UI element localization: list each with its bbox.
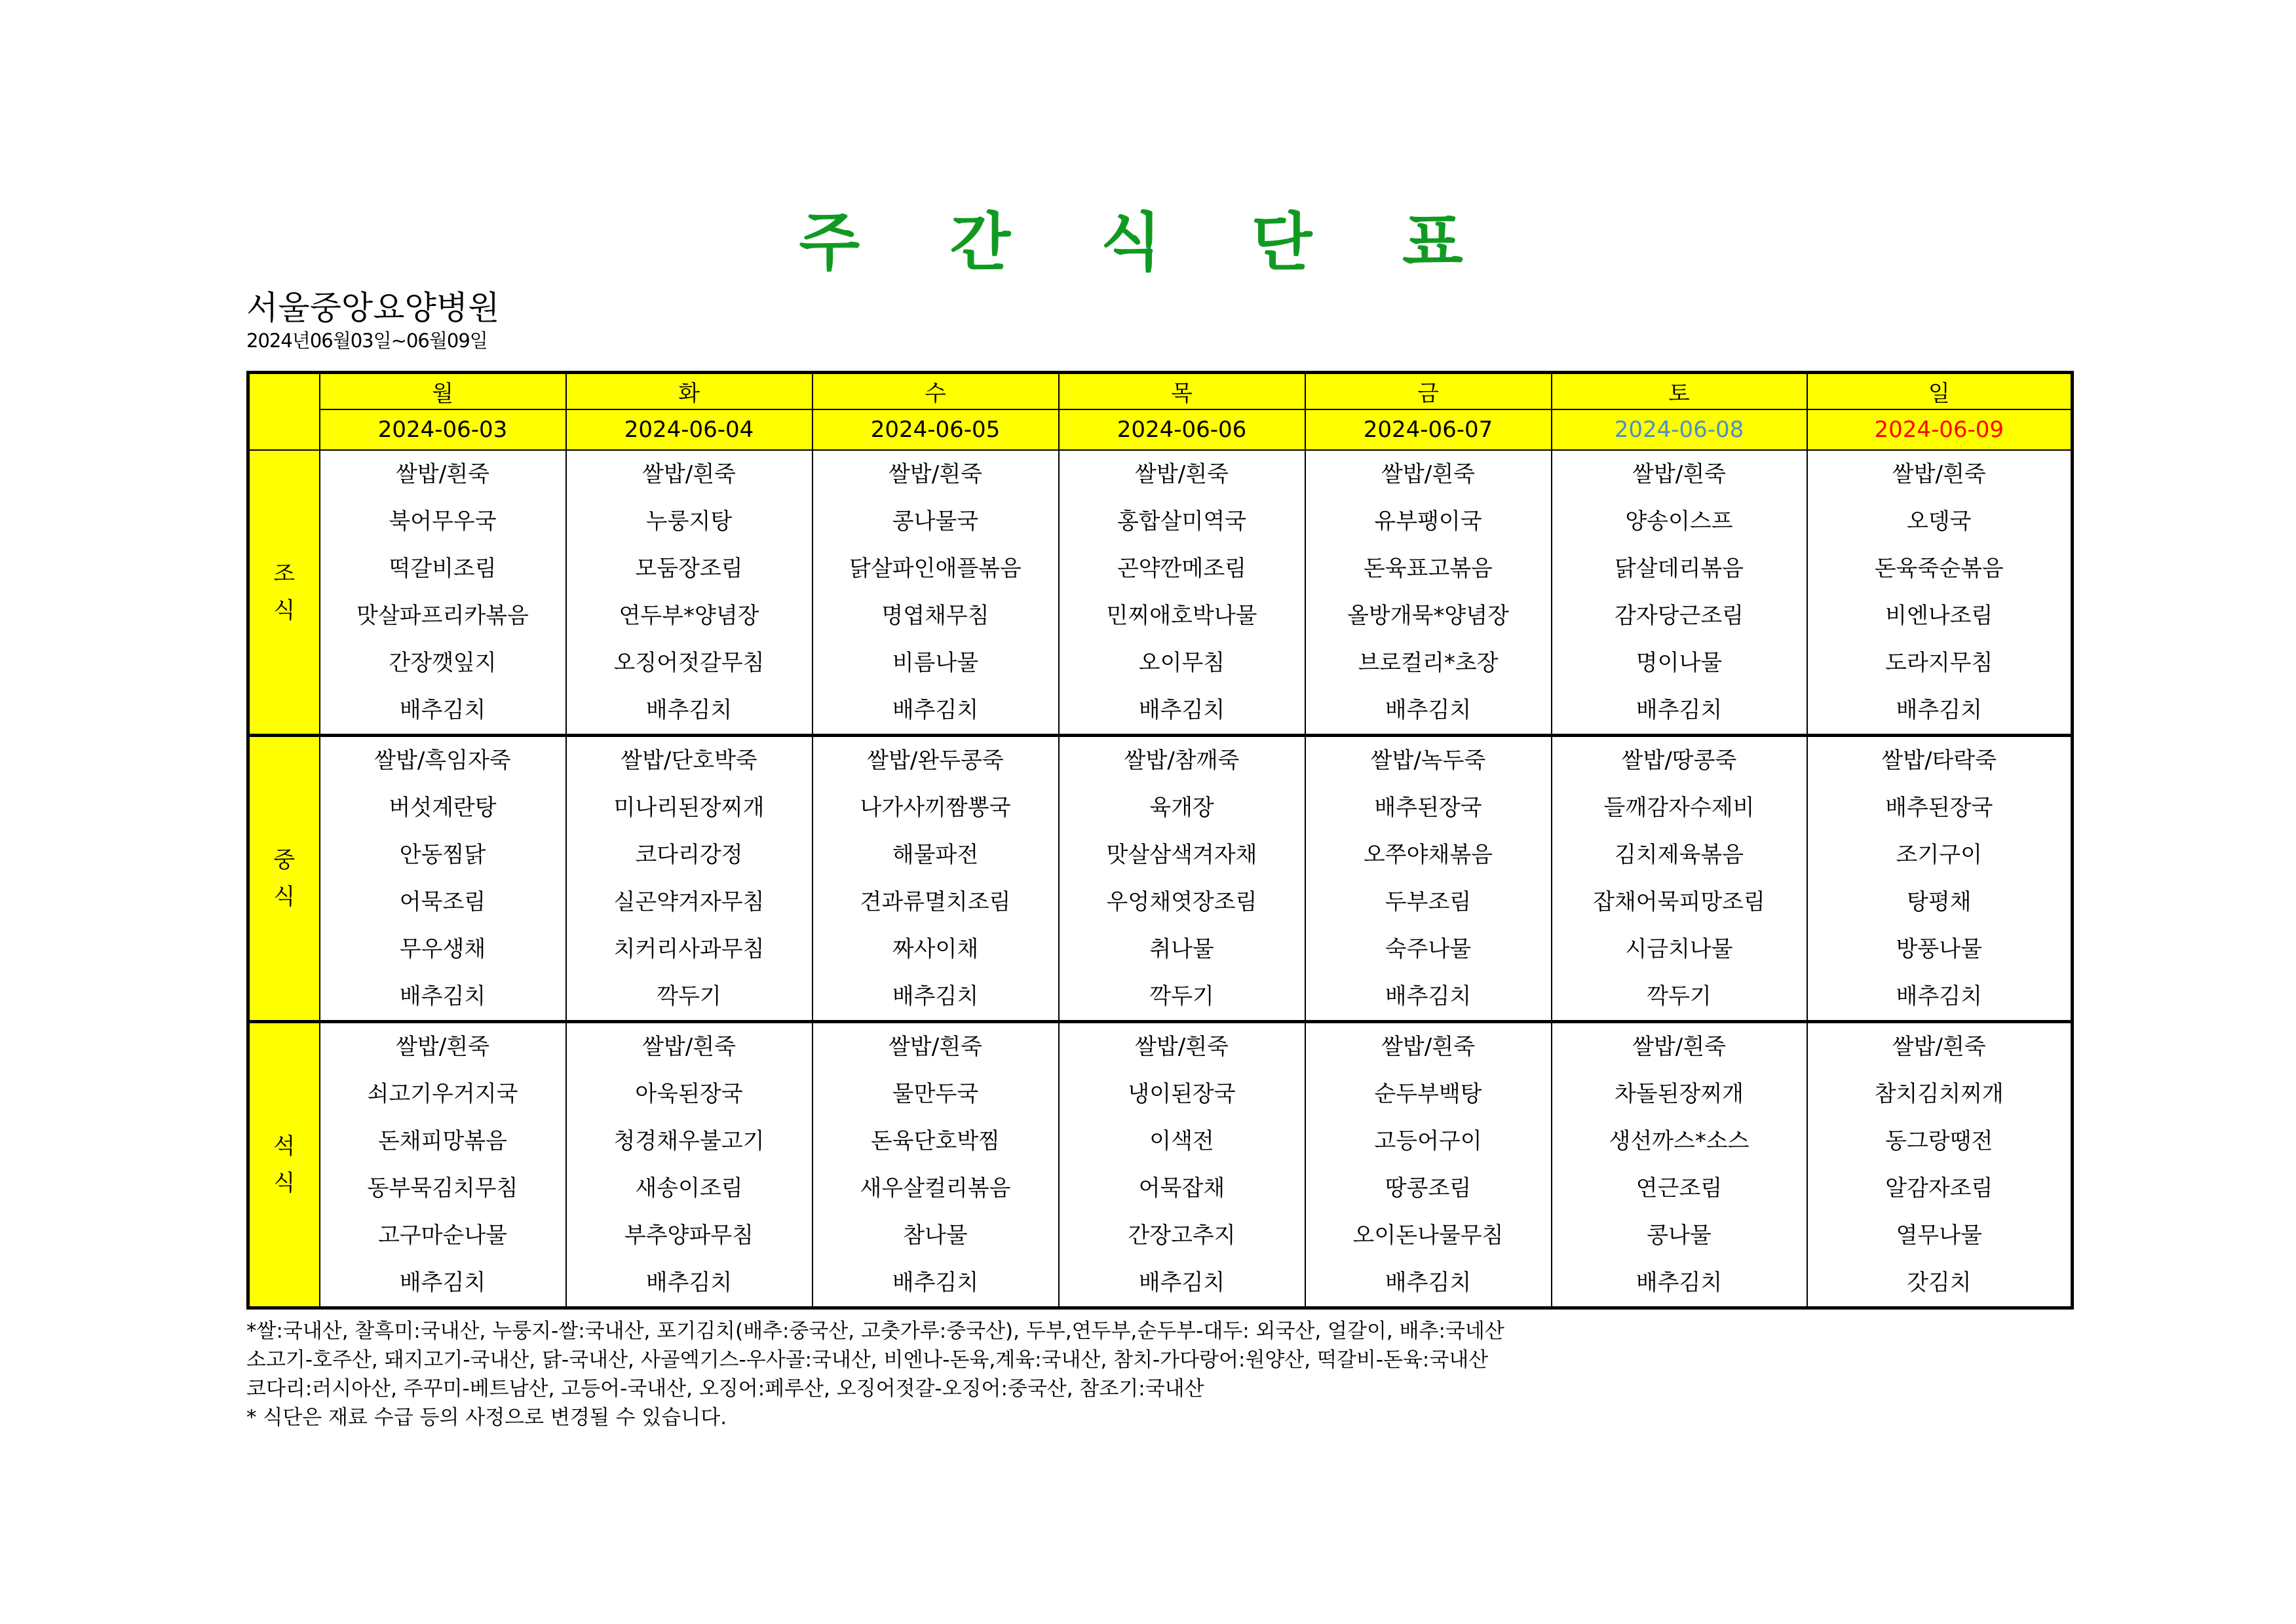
food-list xyxy=(1552,737,1807,1020)
menu-cell xyxy=(1305,450,1552,736)
day-name: 금 xyxy=(1305,373,1552,409)
day-date: 2024-06-04 xyxy=(566,409,813,450)
menu-cell xyxy=(566,735,813,1021)
food-item: 부추양파무침 xyxy=(624,1222,754,1249)
food-item: 모둠장조림 xyxy=(635,555,743,582)
meal-label-char: 조 xyxy=(273,560,296,587)
food-item: 깍두기 xyxy=(1149,983,1214,1010)
menu-cell xyxy=(1305,1021,1552,1308)
food-item: 열무나물 xyxy=(1896,1222,1982,1249)
food-item: 배추김치 xyxy=(1385,983,1472,1010)
date-range: 2024년06월03일~06월09일 xyxy=(246,330,488,352)
food-item: 연근조림 xyxy=(1636,1175,1723,1201)
food-item: 배추김치 xyxy=(1636,1269,1723,1296)
food-item: 돈육죽순볶음 xyxy=(1874,555,2004,582)
food-item: 우엉채엿장조림 xyxy=(1106,888,1257,915)
food-item: 쌀밥/흰죽 xyxy=(1632,461,1726,487)
food-item: 고구마순나물 xyxy=(377,1222,508,1249)
menu-cell xyxy=(1059,735,1305,1021)
food-item: 탕평채 xyxy=(1906,888,1972,915)
food-item: 동부묵김치무침 xyxy=(367,1175,518,1201)
food-item: 배추김치 xyxy=(399,696,486,723)
food-item: 닭살데리볶음 xyxy=(1614,555,1744,582)
food-item: 간장깻잎지 xyxy=(389,649,497,676)
food-item: 어묵조림 xyxy=(399,888,486,915)
food-list xyxy=(1306,451,1551,734)
food-item: 연두부*양념장 xyxy=(619,602,759,629)
food-item: 동그랑땡전 xyxy=(1885,1127,1993,1154)
food-item: 맛살파프리카볶음 xyxy=(356,602,529,629)
food-item: 곤약깐메조림 xyxy=(1117,555,1247,582)
food-list xyxy=(1808,451,2071,734)
note-line: * 식단은 재료 수급 등의 사정으로 변경될 수 있습니다. xyxy=(246,1406,727,1429)
food-list xyxy=(567,1023,812,1306)
food-item: 양송이스프 xyxy=(1625,508,1733,535)
food-item: 쌀밥/타락죽 xyxy=(1881,747,1997,774)
food-item: 육개장 xyxy=(1149,794,1214,821)
day-date: 2024-06-09 xyxy=(1807,409,2073,450)
food-item: 쇠고기우거지국 xyxy=(367,1080,518,1107)
food-list xyxy=(813,1023,1058,1306)
food-item: 배추김치 xyxy=(645,1269,733,1296)
food-list xyxy=(1552,1023,1807,1306)
food-item: 배추김치 xyxy=(1138,696,1225,723)
food-item: 이색전 xyxy=(1149,1127,1214,1154)
food-item: 쌀밥/흰죽 xyxy=(396,1033,489,1060)
note-line: 코다리:러시아산, 주꾸미-베트남산, 고등어-국내산, 오징어:페루산, 오징어젓갈-오징어:중국산, 참조기:국내산 xyxy=(246,1377,1204,1401)
food-item: 취나물 xyxy=(1149,935,1214,962)
day-date: 2024-06-08 xyxy=(1552,409,1807,450)
food-item: 차돌된장찌개 xyxy=(1614,1080,1744,1107)
food-item: 참나물 xyxy=(903,1222,968,1249)
food-item: 배추김치 xyxy=(1138,1269,1225,1296)
food-item: 브로컬리*초장 xyxy=(1358,649,1499,676)
food-item: 북어무우국 xyxy=(389,508,497,535)
food-item: 돈육표고볶음 xyxy=(1363,555,1493,582)
menu-cell xyxy=(1807,450,2073,736)
meal-label-char: 석 xyxy=(273,1133,296,1160)
menu-cell xyxy=(320,735,566,1021)
menu-cell xyxy=(1552,450,1807,736)
food-item: 배추김치 xyxy=(1385,696,1472,723)
food-item: 시금치나물 xyxy=(1625,935,1733,962)
food-item: 배추김치 xyxy=(1896,983,1982,1010)
food-item: 두부조림 xyxy=(1385,888,1472,915)
menu-cell xyxy=(1552,735,1807,1021)
food-list xyxy=(567,451,812,734)
food-item: 오이돈나물무침 xyxy=(1352,1222,1504,1249)
food-item: 도라지무침 xyxy=(1885,649,1993,676)
food-item: 조기구이 xyxy=(1896,841,1982,868)
menu-cell xyxy=(1059,1021,1305,1308)
food-item: 생선까스*소스 xyxy=(1609,1127,1750,1154)
food-item: 쌀밥/흰죽 xyxy=(1135,461,1229,487)
food-item: 배추김치 xyxy=(892,1269,979,1296)
food-item: 알감자조림 xyxy=(1885,1175,1993,1201)
food-item: 쌀밥/흰죽 xyxy=(889,461,982,487)
menu-cell xyxy=(813,450,1059,736)
menu-cell xyxy=(566,450,813,736)
food-item: 누룽지탕 xyxy=(645,508,733,535)
menu-cell xyxy=(320,1021,566,1308)
food-item: 들깨감자수제비 xyxy=(1603,794,1755,821)
food-item: 쌀밥/완두콩죽 xyxy=(867,747,1004,774)
food-item: 김치제육볶음 xyxy=(1614,841,1744,868)
day-header-row xyxy=(248,373,2073,409)
food-item: 짜사이채 xyxy=(892,935,979,962)
food-item: 배추김치 xyxy=(892,696,979,723)
food-item: 방풍나물 xyxy=(1896,935,1982,962)
food-list xyxy=(1552,451,1807,734)
day-name: 목 xyxy=(1059,373,1305,409)
note-line: *쌀:국내산, 찰흑미:국내산, 누룽지-쌀:국내산, 포기김치(배추:중국산, 고춧가루:중국산), 두부,연두부,순두부-대두: 외국산, 얼갈이, 배추:국네산 xyxy=(246,1319,1504,1343)
meal-row xyxy=(248,1021,2073,1308)
food-item: 쌀밥/흰죽 xyxy=(889,1033,982,1060)
corner-cell xyxy=(248,373,320,450)
food-list xyxy=(1060,451,1305,734)
food-item: 쌀밥/흰죽 xyxy=(1632,1033,1726,1060)
menu-cell xyxy=(813,735,1059,1021)
hospital-name: 서울중앙요양병원 xyxy=(246,289,500,327)
meal-rows xyxy=(248,450,2073,1308)
food-item: 새송이조림 xyxy=(635,1175,743,1201)
food-item: 배추된장국 xyxy=(1885,794,1993,821)
food-item: 떡갈비조림 xyxy=(389,555,497,582)
food-item: 냉이된장국 xyxy=(1128,1080,1236,1107)
day-date: 2024-06-06 xyxy=(1059,409,1305,450)
food-item: 민찌애호박나물 xyxy=(1106,602,1257,629)
food-item: 쌀밥/흰죽 xyxy=(642,1033,736,1060)
meal-label-char: 식 xyxy=(273,1169,296,1196)
food-item: 배추김치 xyxy=(399,983,486,1010)
food-item: 올방개묵*양념장 xyxy=(1347,602,1509,629)
date-header-row xyxy=(248,409,2073,450)
food-item: 쌀밥/흰죽 xyxy=(1892,1033,1986,1060)
food-item: 쌀밥/땅콩죽 xyxy=(1621,747,1737,774)
food-item: 아욱된장국 xyxy=(635,1080,743,1107)
meal-label xyxy=(248,735,320,1021)
food-item: 돈채피망볶음 xyxy=(377,1127,508,1154)
day-date: 2024-06-03 xyxy=(320,409,566,450)
food-item: 쌀밥/흰죽 xyxy=(396,461,489,487)
food-item: 쌀밥/흰죽 xyxy=(1381,461,1475,487)
food-item: 쌀밥/흑임자죽 xyxy=(374,747,511,774)
menu-cell xyxy=(320,450,566,736)
food-item: 고등어구이 xyxy=(1374,1127,1482,1154)
food-item: 깍두기 xyxy=(657,983,721,1010)
food-item: 감자당근조림 xyxy=(1614,602,1744,629)
meal-label-char: 식 xyxy=(273,597,296,624)
food-item: 숙주나물 xyxy=(1385,935,1472,962)
food-item: 오뎅국 xyxy=(1906,508,1972,535)
origin-notes xyxy=(246,1317,1504,1432)
food-item: 깍두기 xyxy=(1647,983,1712,1010)
food-item: 참치김치찌개 xyxy=(1874,1080,2004,1107)
food-list xyxy=(320,451,565,734)
food-item: 배추김치 xyxy=(892,983,979,1010)
day-name: 화 xyxy=(566,373,813,409)
food-list xyxy=(320,737,565,1020)
food-item: 나가사끼짬뽕국 xyxy=(860,794,1011,821)
menu-cell xyxy=(1807,735,2073,1021)
food-list xyxy=(1060,737,1305,1020)
food-item: 콩나물국 xyxy=(892,508,979,535)
food-item: 실곤약겨자무침 xyxy=(613,888,765,915)
food-item: 안동찜닭 xyxy=(399,841,486,868)
menu-cell xyxy=(566,1021,813,1308)
day-name: 월 xyxy=(320,373,566,409)
meal-row xyxy=(248,735,2073,1021)
food-item: 코다리강정 xyxy=(635,841,743,868)
day-name: 토 xyxy=(1552,373,1807,409)
meal-label xyxy=(248,450,320,736)
food-item: 닭살파인애플볶음 xyxy=(849,555,1022,582)
food-item: 배추김치 xyxy=(399,1269,486,1296)
note-line: 소고기-호주산, 돼지고기-국내산, 닭-국내산, 사골엑기스-우사골:국내산, 비엔나-돈육,계육:국내산, 참치-가다랑어:원양산, 떡갈비-돈육:국내산 xyxy=(246,1348,1489,1372)
food-item: 배추김치 xyxy=(645,696,733,723)
food-item: 갓김치 xyxy=(1906,1269,1972,1296)
day-name: 일 xyxy=(1807,373,2073,409)
food-list xyxy=(1060,1023,1305,1306)
food-item: 홍합살미역국 xyxy=(1117,508,1247,535)
menu-cell xyxy=(813,1021,1059,1308)
food-item: 버섯계란탕 xyxy=(389,794,497,821)
food-item: 순두부백탕 xyxy=(1374,1080,1482,1107)
menu-cell xyxy=(1552,1021,1807,1308)
food-item: 견과류멸치조림 xyxy=(860,888,1011,915)
food-item: 무우생채 xyxy=(399,935,486,962)
food-item: 맛살삼색겨자채 xyxy=(1106,841,1257,868)
food-item: 미나리된장찌개 xyxy=(613,794,765,821)
food-item: 쌀밥/단호박죽 xyxy=(621,747,757,774)
food-item: 해물파전 xyxy=(892,841,979,868)
food-list xyxy=(320,1023,565,1306)
food-item: 잡채어묵피망조림 xyxy=(1593,888,1765,915)
food-list xyxy=(1808,1023,2071,1306)
day-date: 2024-06-05 xyxy=(813,409,1059,450)
weekly-menu-table xyxy=(246,371,2074,1310)
menu-cell xyxy=(1305,735,1552,1021)
meal-row xyxy=(248,450,2073,736)
food-item: 오쭈야채볶음 xyxy=(1363,841,1493,868)
menu-cell xyxy=(1807,1021,2073,1308)
food-item: 쌀밥/흰죽 xyxy=(1135,1033,1229,1060)
food-item: 돈육단호박찜 xyxy=(870,1127,1001,1154)
meal-label-char: 중 xyxy=(273,846,296,873)
food-list xyxy=(1808,737,2071,1020)
food-item: 쌀밥/녹두죽 xyxy=(1370,747,1486,774)
food-item: 배추된장국 xyxy=(1374,794,1482,821)
food-item: 배추김치 xyxy=(1385,1269,1472,1296)
food-item: 치커리사과무침 xyxy=(613,935,765,962)
food-item: 쌀밥/참깨죽 xyxy=(1124,747,1240,774)
food-item: 유부팽이국 xyxy=(1374,508,1482,535)
food-item: 명엽채무침 xyxy=(881,602,989,629)
food-item: 청경채우불고기 xyxy=(613,1127,765,1154)
meal-label-char: 식 xyxy=(273,883,296,910)
food-item: 땅콩조림 xyxy=(1385,1175,1472,1201)
food-item: 비엔나조림 xyxy=(1885,602,1993,629)
food-item: 어묵잡채 xyxy=(1138,1175,1225,1201)
food-item: 배추김치 xyxy=(1636,696,1723,723)
food-item: 쌀밥/흰죽 xyxy=(642,461,736,487)
food-item: 오징어젓갈무침 xyxy=(613,649,765,676)
food-list xyxy=(1306,737,1551,1020)
food-item: 쌀밥/흰죽 xyxy=(1892,461,1986,487)
food-item: 간장고추지 xyxy=(1128,1222,1236,1249)
food-item: 오이무침 xyxy=(1138,649,1225,676)
food-item: 비름나물 xyxy=(892,649,979,676)
day-name: 수 xyxy=(813,373,1059,409)
food-list xyxy=(1306,1023,1551,1306)
day-date: 2024-06-07 xyxy=(1305,409,1552,450)
food-list xyxy=(813,737,1058,1020)
food-item: 콩나물 xyxy=(1647,1222,1712,1249)
page-title: 주 간 식 단 표 xyxy=(799,206,1497,279)
food-item: 명이나물 xyxy=(1636,649,1723,676)
food-list xyxy=(813,451,1058,734)
food-item: 쌀밥/흰죽 xyxy=(1381,1033,1475,1060)
food-item: 배추김치 xyxy=(1896,696,1982,723)
menu-cell xyxy=(1059,450,1305,736)
meal-label xyxy=(248,1021,320,1308)
food-list xyxy=(567,737,812,1020)
food-item: 물만두국 xyxy=(892,1080,979,1107)
food-item: 새우살컬리볶음 xyxy=(860,1175,1011,1201)
